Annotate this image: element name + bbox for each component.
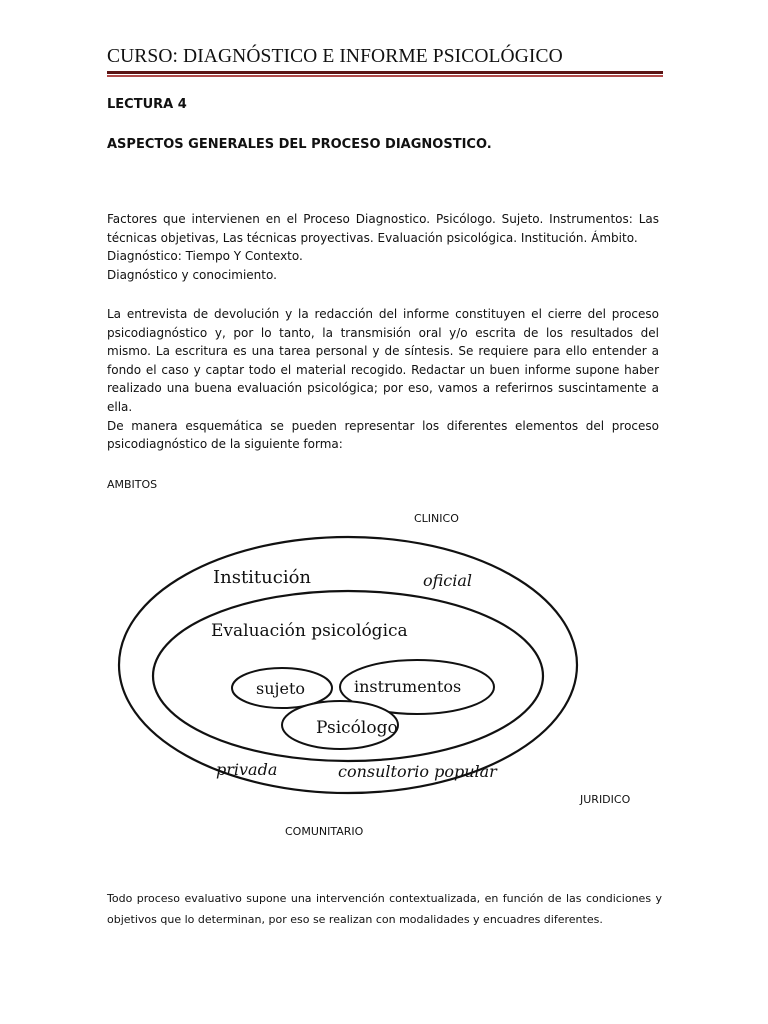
paragraph-entrevista [107,305,659,454]
psicologo-label: Psicólogo [316,718,398,738]
text-line: Diagnóstico y conocimiento. [107,267,277,282]
paragraph-proceso-evaluativo [107,888,662,930]
text-line: Factores que intervienen en el Proceso Diagnostico. Psicólogo. Sujeto. Instrumentos: Las [107,212,659,226]
header-rule-light [107,75,663,77]
text-line: Todo proceso evaluativo supone una intervención contextualizada, en función de las condiciones y [107,892,662,905]
institucion-label: Institución [213,567,312,588]
text-line: psicodiagnóstico de la siguiente forma: [107,437,343,452]
ambito-comunitario-label: COMUNITARIO [285,825,364,838]
section-title: ASPECTOS GENERALES DEL PROCESO DIAGNOSTICO. [107,137,492,152]
text-line: Diagnóstico: Tiempo Y Contexto. [107,249,303,264]
process-diagram [116,535,596,797]
text-line: La entrevista de devolución y la redacción del informe constituyen el cierre del proceso [107,307,659,321]
text-line: técnicas objetivas, Las técnicas proyectivas. Evaluación psicológica. Institución. Ámbito. [107,230,638,245]
ambito-clinico-label: CLINICO [414,512,459,525]
text-line: fondo el caso y captar todo el material recogido. Redactar un buen informe supone haber [107,362,659,377]
privada-label: privada [216,760,278,779]
consultorio-label: consultorio popular [338,762,497,781]
institucion-ellipse [119,537,577,793]
oficial-label: oficial [423,571,473,590]
evaluacion-label: Evaluación psicológica [211,621,408,641]
text-line: objetivos que lo determinan, por eso se realizan con modalidades y encuadres diferentes. [107,913,603,926]
header-rule-dark [107,71,663,74]
instrumentos-label: instrumentos [354,677,462,696]
text-line: realizado una buena evaluación psicológica; por eso, vamos a referirnos suscintamente a [107,381,659,396]
text-line: ella. [107,399,133,414]
course-header: CURSO: DIAGNÓSTICO E INFORME PSICOLÓGICO [107,46,563,67]
paragraph-factores [107,210,659,284]
text-line: psicodiagnóstico y, por lo tanto, la transmisión oral y/o escrita de los resultados del [107,325,659,340]
lectura-heading: LECTURA 4 [107,97,187,112]
sujeto-label: sujeto [256,679,306,698]
text-line: De manera esquemática se pueden representar los diferentes elementos del proceso [107,418,659,433]
ambito-juridico-label: JURIDICO [580,793,631,806]
text-line: mismo. La escritura es una tarea personal y de síntesis. Se requiere para ello entender a [107,344,659,359]
ambitos-heading: AMBITOS [107,478,158,491]
